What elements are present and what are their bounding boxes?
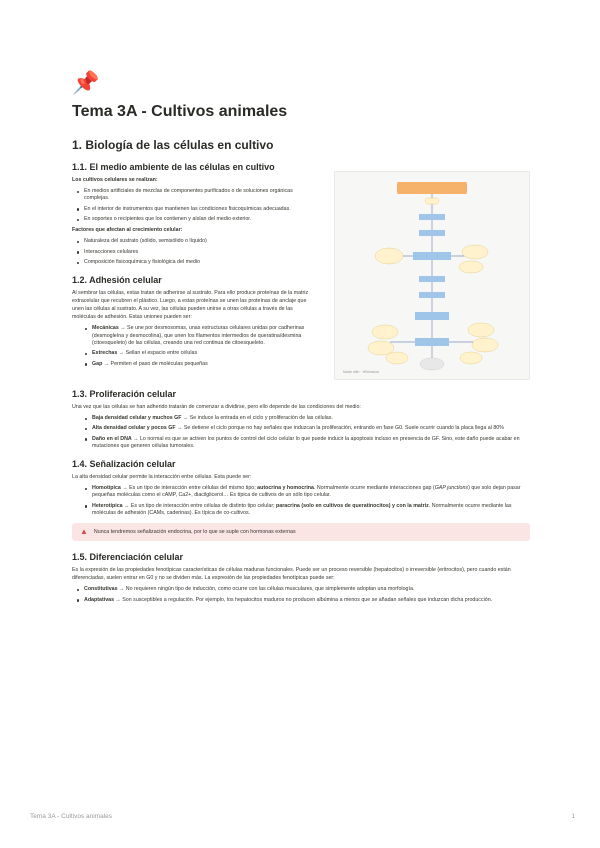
diagram-node	[413, 252, 451, 260]
term-text: → Se detiene el ciclo porque no hay señales que induzcan la proliferación, entrando en fase G0. Suele ocurrir cuando la placa llega al 80%	[175, 425, 504, 432]
factors-list	[72, 238, 318, 266]
term-text: → Se une por desmosomas, unas estructuras celulares unidas por cadherinas (desmogleína y desmocolina), que unen los filamentos intermedios de queratina/desmina (citoesqueleto) de las células, creando una red continua de citoesqueleto.	[92, 325, 305, 346]
list-item: Interacciones celulares	[84, 249, 318, 256]
list-item	[92, 350, 318, 357]
term: Mecánicas	[92, 325, 119, 332]
term: Adaptativas	[84, 596, 115, 603]
diagram-bubble	[468, 323, 494, 337]
term-text: → Permiten el paso de moléculas pequeñas	[102, 360, 208, 367]
list-item	[92, 485, 530, 499]
differentiation-text: Es la expresión de las propiedades fenotípicas características de células maduras funcionales. Puede ser un proceso reversible (hepatocitos) o irreversible (eritrocitos), pero cuando están diferenciadas, suelen entrar en G0 y no se dividen más. La expresión de las propiedades fenotípicas puede ser:	[72, 567, 511, 582]
diagram-node	[419, 230, 445, 236]
diagram-bubble	[386, 352, 408, 364]
diagram-bubble	[460, 352, 482, 364]
pushpin-icon: 📌	[72, 70, 100, 95]
cultures-list	[72, 188, 318, 223]
diagram-root-node	[397, 182, 467, 194]
diagram-bubble	[462, 245, 488, 259]
term-bold: autocrina y homocrina	[257, 485, 314, 492]
section-1-5-heading: 1.5. Diferenciación celular	[72, 552, 184, 563]
term-text: → Es un tipo de interacción entre células de distinto tipo celular;	[122, 502, 277, 509]
term: Alta densidad celular y pocos GF	[92, 425, 176, 432]
term-italic: GAP junctions	[434, 485, 469, 492]
diagram-node	[419, 214, 445, 220]
term-text: → No requieren ningún tipo de inducción, como ocurre con las células musculares, que simplemente adoptan una morfología.	[117, 586, 415, 593]
diagram-bubble	[472, 338, 498, 352]
list-item: En soportes o recipientes que los contienen y aíslan del medio exterior.	[84, 216, 318, 223]
page-footer	[30, 813, 575, 820]
factors-intro: Factores que afectan al crecimiento celular:	[72, 227, 183, 234]
warning-icon: ▲	[80, 527, 88, 537]
signaling-list	[72, 485, 530, 517]
diagram-bubble	[459, 261, 483, 273]
term-text: . Normalmente ocurre mediante interacciones gap (	[313, 485, 435, 492]
diagram-node	[425, 198, 439, 204]
term-text: → Sellan el espacio entre células	[117, 350, 198, 357]
term: Constitutivas	[84, 586, 118, 593]
list-item: En medios artificiales de mezclas de componentes purificados o de soluciones orgánicas complejas.	[84, 188, 318, 202]
term: Homotípica	[92, 485, 121, 492]
diagram-node	[419, 276, 445, 282]
proliferation-list	[72, 415, 530, 450]
term-text: . Normalmente ocurre mediante las moléculas de adhesión (CAMs, caderinas). Es típica de co-cultivos.	[92, 502, 512, 516]
term-text: → Lo normal es que se activen los puntos de control del ciclo celular lo que puede inducir la apoptosis incluso en presencia de GF. Sino, este daño puede acabar en mutaciones que generen células tumorales.	[92, 435, 520, 449]
diagram-svg	[335, 172, 529, 379]
warning-callout	[72, 523, 530, 541]
list-item	[84, 586, 530, 593]
term: Baja densidad celular y muchos GF	[92, 415, 182, 421]
list-item	[92, 325, 318, 347]
diagram-node	[419, 292, 445, 298]
list-item: Naturaleza del sustrato (sólido, semisólido o líquido)	[84, 238, 318, 245]
page-number: 1	[571, 813, 575, 820]
list-item: Composición fisicoquímica y fisiológica del medio	[84, 259, 318, 266]
list-item	[84, 597, 530, 604]
concept-diagram	[334, 171, 530, 380]
list-item	[92, 503, 530, 517]
term: Gap	[92, 360, 103, 367]
list-item	[92, 436, 530, 450]
section-1-2-heading: 1.2. Adhesión celular	[72, 275, 162, 286]
term: Daño en el DNA	[92, 435, 132, 442]
list-item	[92, 425, 530, 432]
diagram-bubble	[368, 341, 394, 355]
term-text: ) que solo dejan pasar pequeñas moléculas como el cAMP, Ca2+, diacilglicerol… Es típica de cultivos de un sólo tipo celular.	[92, 485, 521, 499]
term-text: → Es un tipo de interacción entre células del mismo tipo;	[120, 485, 258, 492]
diagram-node	[415, 312, 449, 320]
diagram-bubble	[372, 325, 398, 339]
diagram-bubble	[420, 358, 444, 370]
term-bold: paracrina (solo en cultivos de queratinocitos) y con la matriz	[276, 502, 429, 509]
diagram-caption: Made with · Whimsical	[343, 370, 379, 374]
page-content	[72, 70, 530, 607]
section-1-heading: 1. Biología de las células en cultivo	[72, 138, 274, 152]
adhesion-list	[72, 325, 318, 367]
section-1-1-heading: 1.1. El medio ambiente de las células en cultivo	[72, 162, 275, 172]
section-1-4-heading: 1.4. Señalización celular	[72, 459, 176, 470]
diagram-node	[415, 338, 449, 346]
signaling-text: La alta densidad celular permite la interacción entre células. Esta puede ser:	[72, 474, 252, 481]
term-text: → Se induce la entrada en el ciclo y proliferación de las células.	[181, 415, 333, 421]
page-title: Tema 3A - Cultivos animales	[72, 103, 288, 120]
adhesion-text: Al sembrar las células, estas tratan de adherirse al sustrato. Para ello produce proteínas de la matriz extracelular que recubren el plástico. Luego, a estas proteínas se unen las proteínas de anclaje que unen las células al sustrato. A su vez, las células pueden unirse a otras células a través de las moléculas de adhesión. Estas uniones pueden ser:	[72, 290, 309, 321]
section-1-3-heading: 1.3. Proliferación celular	[72, 389, 177, 399]
differentiation-list	[72, 586, 530, 604]
proliferation-text: Una vez que las células se han adherido tratarán de comenzar a dividirse, pero ello depende de las condiciones del medio:	[72, 404, 361, 410]
list-item: En el interior de instrumentos que mantienen las condiciones fisicoquímicas adecuadas.	[84, 206, 318, 213]
left-column	[72, 161, 318, 380]
footer-title: Tema 3A - Cultivos animales	[30, 813, 113, 820]
list-item	[92, 361, 318, 368]
term: Estrechas	[92, 350, 118, 357]
term-text: → Son susceptibles a regulación. Por ejemplo, los hepatocitos maduros no producen albúmina a menos que se añadan señales que induzcan dicha producción.	[114, 596, 493, 603]
diagram-bubble	[375, 248, 403, 264]
cultures-intro: Los cultivos celulares se realizan:	[72, 177, 158, 183]
term: Heterotípica	[92, 502, 123, 509]
callout-text: Nunca tendremos señalización endocrina, por lo que se suple con hormonas externas	[93, 529, 296, 536]
list-item	[92, 415, 530, 422]
section-1-columns	[72, 161, 530, 380]
